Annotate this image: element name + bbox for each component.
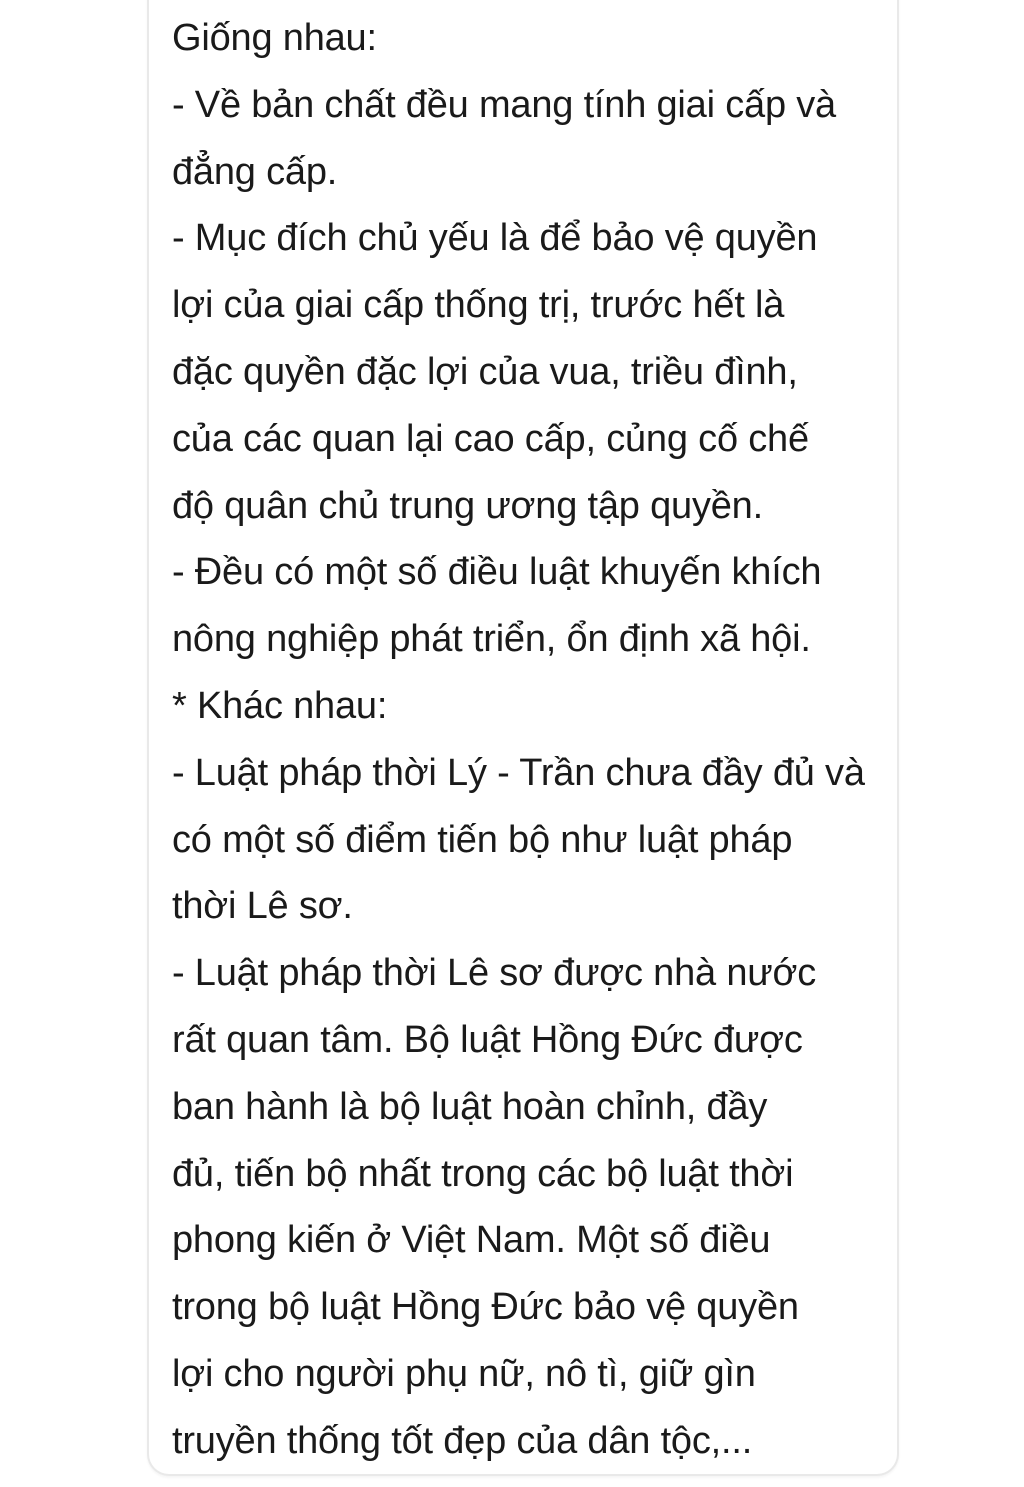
message-line: - Về bản chất đều mang tính giai cấp và	[172, 83, 836, 126]
message-line: đủ, tiến bộ nhất trong các bộ luật thời	[172, 1152, 794, 1195]
message-line: lợi của giai cấp thống trị, trước hết là	[172, 284, 785, 327]
message-line: độ quân chủ trung ương tập quyền.	[172, 484, 763, 527]
message-line: - Luật pháp thời Lý - Trần chưa đầy đủ và	[172, 751, 865, 794]
message-line: phong kiến ở Việt Nam. Một số điều	[172, 1219, 771, 1262]
message-line: truyền thống tốt đẹp của dân tộc,...	[172, 1419, 753, 1462]
message-line: * Khác nhau:	[172, 684, 388, 727]
message-line: thời Lê sơ.	[172, 885, 353, 928]
message-line: của các quan lại cao cấp, củng cố chế	[172, 417, 809, 460]
message-line: - Đều có một số điều luật khuyến khích	[172, 551, 822, 594]
message-line: đặc quyền đặc lợi của vua, triều đình,	[172, 350, 798, 393]
message-body	[172, 5, 892, 1475]
message-line: - Mục đích chủ yếu là để bảo vệ quyền	[172, 217, 818, 260]
message-line: ban hành là bộ luật hoàn chỉnh, đầy	[172, 1085, 768, 1128]
message-line: - Luật pháp thời Lê sơ được nhà nước	[172, 952, 817, 995]
message-line: rất quan tâm. Bộ luật Hồng Đức được	[172, 1018, 803, 1061]
message-line: có một số điểm tiến bộ như luật pháp	[172, 818, 793, 861]
message-line: đẳng cấp.	[172, 150, 338, 193]
message-line: Giống nhau:	[172, 17, 377, 59]
message-line: lợi cho người phụ nữ, nô tì, giữ gìn	[172, 1352, 756, 1395]
message-line: trong bộ luật Hồng Đức bảo vệ quyền	[172, 1286, 799, 1329]
message-line: nông nghiệp phát triển, ổn định xã hội.	[172, 618, 811, 661]
